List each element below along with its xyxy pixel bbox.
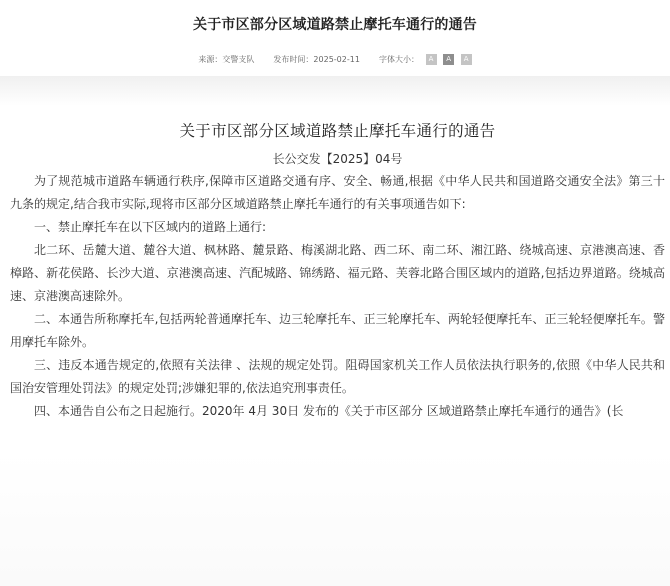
publish-time: 发布时间：2025-02-11 xyxy=(273,55,360,64)
font-size-label: 字体大小： xyxy=(379,55,420,64)
paragraph-section-1: 一、禁止摩托车在以下区域内的道路上通行: xyxy=(34,220,267,234)
page-title: 关于市区部分区域道路禁止摩托车通行的通告 xyxy=(193,17,477,33)
paragraph-section-3: 三、违反本通告规定的,依照有关法律 、法规的规定处罚。阻碍国家机关工作人员依法执行职务的,依照《中华人民共和国治安管理处罚法》的规定处罚;涉嫌犯罪的,依法追究刑事责任。 xyxy=(10,358,665,395)
page-header xyxy=(0,0,670,76)
document-number: 长公交发【2025】04号 xyxy=(272,152,403,166)
article-meta xyxy=(0,54,670,65)
paragraph-road-list: 北二环、岳麓大道、麓谷大道、枫林路、麓景路、梅溪湖北路、西二环、南二环、湘江路、绕城高速、京港澳高速、香樟路、新花侯路、长沙大道、京港澳高速、汽配城路、锦绣路、福元路、芙蓉北路合围区域内的道路,包括边界道路。绕城高速、京港澳高速除外。 xyxy=(10,243,665,303)
paragraph-section-4: 四、本通告自公布之日起施行。2020年 4月 30日 发布的《关于市区部分 区域道路禁止摩托车通行的通告》(长 xyxy=(34,404,624,418)
font-size-medium-button[interactable]: A xyxy=(443,54,454,65)
document-title: 关于市区部分区域道路禁止摩托车通行的通告 xyxy=(179,122,496,140)
font-size-small-button[interactable]: A xyxy=(461,54,472,65)
header-divider xyxy=(0,76,670,106)
bottom-blank-area xyxy=(0,452,670,586)
font-size-large-button[interactable]: A xyxy=(426,54,437,65)
article-body xyxy=(10,106,665,423)
paragraph-section-2: 二、本通告所称摩托车,包括两轮普通摩托车、边三轮摩托车、正三轮摩托车、两轮轻便摩托车、正三轮轻便摩托车。警用摩托车除外。 xyxy=(10,312,665,349)
source-label: 来源：交警支队 xyxy=(198,55,255,64)
paragraph-intro: 为了规范城市道路车辆通行秩序,保障市区道路交通有序、安全、畅通,根据《中华人民共和国道路交通安全法》第三十九条的规定,结合我市实际,现将市区部分区域道路禁止摩托车通行的有关事项通告如下: xyxy=(10,174,665,211)
